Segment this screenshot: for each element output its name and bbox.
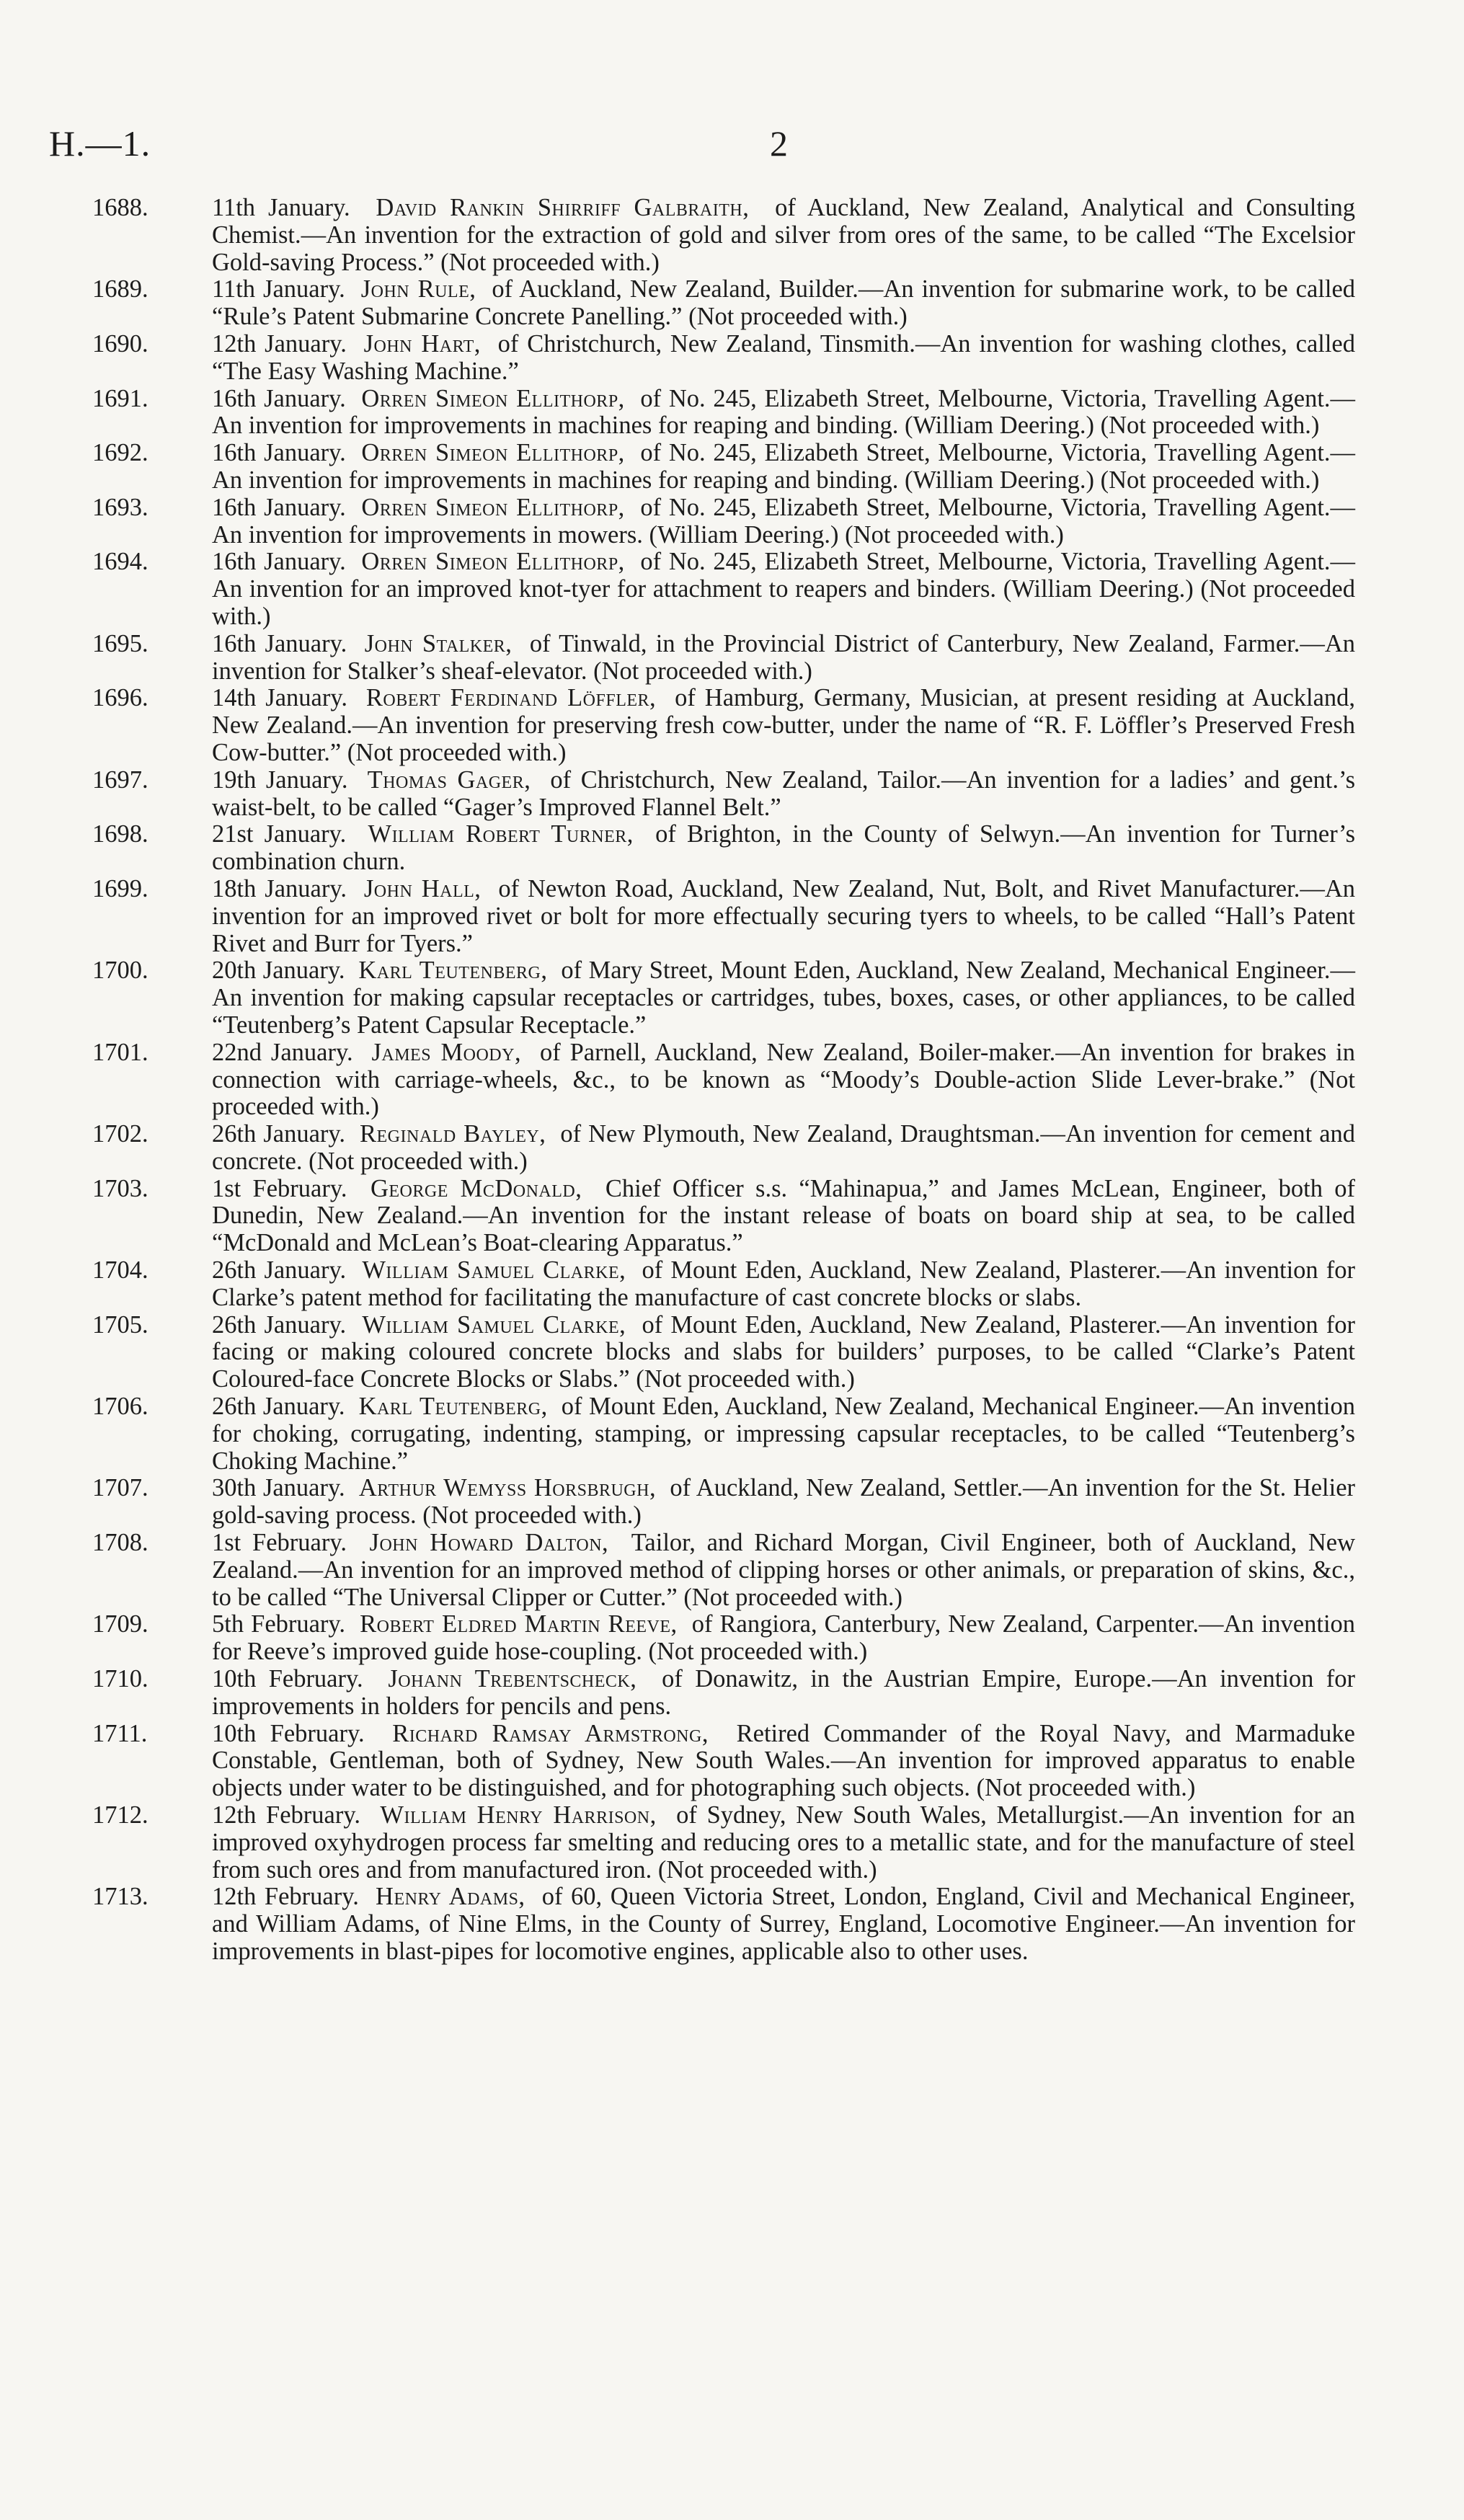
entry-number: 1688. bbox=[92, 194, 148, 221]
patent-entry bbox=[92, 685, 1355, 766]
entry-number: 1709. bbox=[92, 1610, 148, 1638]
entry-date: 11th January. bbox=[212, 194, 350, 221]
entry-number: 1696. bbox=[92, 684, 148, 712]
entry-description: Retired Commander of the Royal Navy, and Marmaduke Constable, Gentleman, both of Sydney, New South Wales.—An invention for improved apparatus to enable objects under water to be distinguished, and for photographing such objects. (Not proceeded with.) bbox=[212, 1719, 1355, 1802]
entry-date: 16th January. bbox=[212, 439, 346, 467]
applicant-name: William Samuel Clarke, bbox=[362, 1310, 626, 1339]
entry-date: 22nd January. bbox=[212, 1038, 353, 1066]
patent-entry bbox=[92, 549, 1355, 630]
entry-number: 1692. bbox=[92, 439, 148, 467]
patent-entry bbox=[92, 1039, 1355, 1121]
patent-entry bbox=[92, 1176, 1355, 1257]
entry-date: 12th January. bbox=[212, 329, 347, 358]
entry-description: of Sydney, New South Wales, Metallurgist.—An invention for an improved oxyhydrogen process far smelting and reducing ores to a metallic state, and for the manufacture of steel from such ores and from manufactured iron. (Not proceeded with.) bbox=[212, 1801, 1356, 1884]
entry-description: of Parnell, Auckland, New Zealand, Boiler-maker.—An invention for brakes in connection with carriage-wheels, &c., to be known as “Moody’s Double-action Slide Lever-brake.” (Not proceeded with.) bbox=[212, 1038, 1356, 1121]
entry-description: of No. 245, Elizabeth Street, Melbourne, Victoria, Travelling Agent.—An invention for improvements in mowers. (William Deering.) (Not proceeded with.) bbox=[212, 493, 1356, 549]
entry-description: of 60, Queen Victoria Street, London, England, Civil and Mechanical Engineer, and William Adams, of Nine Elms, in the County of Surrey, England, Locomotive Engineer.—An invention for improvements in blast-pipes for locomotive engines, applicable also to other uses. bbox=[212, 1883, 1356, 1965]
entry-number: 1700. bbox=[92, 957, 148, 985]
patent-entry bbox=[92, 1884, 1355, 1965]
entry-description: of Rangiora, Canterbury, New Zealand, Carpenter.—An invention for Reeve’s improved guide hose-coupling. (Not proceeded with.) bbox=[212, 1610, 1356, 1666]
entry-number: 1704. bbox=[92, 1256, 148, 1285]
patent-entry bbox=[92, 276, 1355, 331]
applicant-name: Reginald Bayley, bbox=[360, 1120, 546, 1148]
entry-date: 11th January. bbox=[212, 275, 345, 303]
applicant-name: Robert Eldred Martin Reeve, bbox=[360, 1610, 678, 1638]
entry-description: of Auckland, New Zealand, Settler.—An invention for the St. Helier gold-saving process. (Not proceeded with.) bbox=[212, 1474, 1356, 1530]
entry-description: of Donawitz, in the Austrian Empire, Europe.—An invention for improvements in holders for pencils and pens. bbox=[212, 1665, 1355, 1720]
entry-date: 5th February. bbox=[212, 1610, 346, 1638]
entry-description: of Auckland, New Zealand, Analytical and Consulting Chemist.—An invention for the extraction of gold and silver from ores of the same, to be called “The Excelsior Gold-saving Process.” (Not proceeded with.) bbox=[212, 194, 1355, 276]
applicant-name: John Stalker, bbox=[364, 629, 513, 657]
entry-number: 1699. bbox=[92, 874, 148, 902]
patent-entry bbox=[92, 957, 1355, 1039]
entry-description: Tailor, and Richard Morgan, Civil Engineer, both of Auckland, New Zealand.—An invention for an improved method of clipping horses or other animals, or preparation of skins, &c., to be called “The Universal Clipper or Cutter.” (Not proceeded with.) bbox=[212, 1529, 1356, 1611]
patent-entry bbox=[92, 1611, 1355, 1666]
patent-entry bbox=[92, 386, 1355, 440]
applicant-name: William Robert Turner, bbox=[368, 820, 634, 848]
entry-number: 1697. bbox=[92, 766, 148, 794]
patent-entry bbox=[92, 1530, 1355, 1611]
entry-date: 12th February. bbox=[212, 1883, 359, 1911]
entry-date: 16th January. bbox=[212, 384, 346, 412]
applicant-name: Johann Trebentscheck, bbox=[388, 1665, 637, 1693]
entry-number: 1691. bbox=[92, 384, 148, 412]
patent-entry bbox=[92, 821, 1355, 876]
entry-date: 16th January. bbox=[212, 548, 346, 576]
applicant-name: James Moody, bbox=[371, 1038, 522, 1066]
entry-number: 1693. bbox=[92, 493, 148, 521]
applicant-name: William Samuel Clarke, bbox=[362, 1256, 626, 1285]
entry-description: of No. 245, Elizabeth Street, Melbourne, Victoria, Travelling Agent.—An invention for improvements in machines for reaping and binding. (William Deering.) (Not proceeded with.) bbox=[212, 384, 1356, 440]
entry-description: Chief Officer s.s. “Mahinapua,” and James McLean, Engineer, both of Dunedin, New Zealand.—An invention for the instant release of boats on board ship at sea, to be called “McDonald and McLean’s Boat-clearing Apparatus.” bbox=[212, 1174, 1355, 1257]
entry-number: 1705. bbox=[92, 1310, 148, 1339]
entry-number: 1694. bbox=[92, 548, 148, 576]
entry-number: 1711. bbox=[92, 1719, 148, 1747]
entry-date: 26th January. bbox=[212, 1310, 347, 1339]
entry-description: of Christchurch, New Zealand, Tailor.—An invention for a ladies’ and gent.’s waist-belt, to be called “Gager’s Improved Flannel Belt.” bbox=[212, 766, 1356, 821]
entry-number: 1710. bbox=[92, 1665, 148, 1693]
entry-number: 1690. bbox=[92, 329, 148, 358]
applicant-name: Robert Ferdinand Löffler, bbox=[365, 684, 657, 712]
entry-date: 26th January. bbox=[212, 1393, 345, 1421]
applicant-name: Henry Adams, bbox=[376, 1883, 525, 1911]
patent-entry bbox=[92, 876, 1355, 957]
applicant-name: Orren Simeon Ellithorp, bbox=[361, 493, 625, 521]
patent-entry bbox=[92, 494, 1355, 549]
entry-number: 1698. bbox=[92, 820, 148, 848]
patent-entry bbox=[92, 1721, 1355, 1802]
entry-date: 21st January. bbox=[212, 820, 347, 848]
patent-entry bbox=[92, 1257, 1355, 1312]
patent-entry bbox=[92, 1312, 1355, 1393]
entry-description: of No. 245, Elizabeth Street, Melbourne, Victoria, Travelling Agent.—An invention for an improved knot-tyer for attachment to reapers and binders. (William Deering.) (Not proceeded with.) bbox=[212, 548, 1356, 630]
applicant-name: Karl Teutenberg, bbox=[358, 1393, 548, 1421]
applicant-name: William Henry Harrison, bbox=[380, 1801, 657, 1829]
entry-date: 20th January. bbox=[212, 957, 345, 985]
entry-description: of Mount Eden, Auckland, New Zealand, Plasterer.—An invention for facing or making coloured concrete blocks and slabs for builders’ purposes, to be called “Clarke’s Patent Coloured-face Concrete Blocks or Slabs.” (Not proceeded with.) bbox=[212, 1310, 1356, 1393]
entry-description: of Mount Eden, Auckland, New Zealand, Plasterer.—An invention for Clarke’s patent method for facilitating the manufacture of cast concrete blocks or slabs. bbox=[212, 1256, 1356, 1311]
applicant-name: Arthur Wemyss Horsbrugh, bbox=[358, 1474, 657, 1502]
entry-date: 26th January. bbox=[212, 1256, 347, 1285]
entry-description: of New Plymouth, New Zealand, Draughtsman.—An invention for cement and concrete. (Not proceeded with.) bbox=[212, 1120, 1356, 1175]
patent-entry bbox=[92, 195, 1355, 276]
entry-number: 1702. bbox=[92, 1120, 148, 1148]
entry-number: 1703. bbox=[92, 1174, 148, 1202]
patent-entry bbox=[92, 631, 1355, 686]
entry-description: of Mount Eden, Auckland, New Zealand, Mechanical Engineer.—An invention for choking, corrugating, indenting, stamping, or impressing capsular receptacles, to be called “Teutenberg’s Choking Machine.” bbox=[212, 1393, 1355, 1475]
applicant-name: Karl Teutenberg, bbox=[358, 957, 548, 985]
page-header bbox=[49, 123, 1433, 166]
entry-description: of Hamburg, Germany, Musician, at present residing at Auckland, New Zealand.—An invention for preserving fresh cow-butter, under the name of “R. F. Löffler’s Preserved Fresh Cow-butter.” (Not proceeded with.) bbox=[212, 684, 1356, 766]
entry-number: 1708. bbox=[92, 1529, 148, 1557]
patent-entry bbox=[92, 767, 1355, 822]
applicant-name: Richard Ramsay Armstrong, bbox=[392, 1719, 709, 1747]
applicant-name: Orren Simeon Ellithorp, bbox=[361, 384, 625, 412]
entry-description: of Tinwald, in the Provincial District of Canterbury, New Zealand, Farmer.—An invention for Stalker’s sheaf-elevator. (Not proceeded with.) bbox=[212, 629, 1356, 685]
entry-description: of Brighton, in the County of Selwyn.—An invention for Turner’s combination churn. bbox=[212, 820, 1356, 876]
entry-date: 16th January. bbox=[212, 493, 346, 521]
entry-number: 1695. bbox=[92, 629, 148, 657]
entry-date: 19th January. bbox=[212, 766, 348, 794]
applicant-name: George McDonald, bbox=[370, 1174, 582, 1202]
entry-description: of No. 245, Elizabeth Street, Melbourne, Victoria, Travelling Agent.—An invention for improvements in machines for reaping and binding. (William Deering.) (Not proceeded with.) bbox=[212, 439, 1356, 494]
entry-number: 1707. bbox=[92, 1474, 148, 1502]
entry-number: 1713. bbox=[92, 1883, 148, 1911]
entry-number: 1689. bbox=[92, 275, 148, 303]
page-reference: H.—1. bbox=[49, 123, 151, 164]
entry-date: 30th January. bbox=[212, 1474, 345, 1502]
patent-entry bbox=[92, 1666, 1355, 1721]
patent-entry bbox=[92, 1393, 1355, 1475]
entry-number: 1712. bbox=[92, 1801, 148, 1829]
applicant-name: David Rankin Shirriff Galbraith, bbox=[376, 194, 750, 221]
entry-number: 1701. bbox=[92, 1038, 148, 1066]
entry-number: 1706. bbox=[92, 1393, 148, 1421]
patent-entry bbox=[92, 1121, 1355, 1176]
entry-description: of Christchurch, New Zealand, Tinsmith.—An invention for washing clothes, called “The Easy Washing Machine.” bbox=[212, 329, 1355, 385]
patent-entries-list bbox=[92, 195, 1355, 1966]
entry-description: of Mary Street, Mount Eden, Auckland, New Zealand, Mechanical Engineer.—An invention for making capsular receptacles or cartridges, tubes, boxes, cases, or other appliances, to be called “Teutenberg’s Patent Capsular Receptacle.” bbox=[212, 957, 1355, 1039]
applicant-name: John Hart, bbox=[363, 329, 481, 358]
entry-date: 1st February. bbox=[212, 1529, 347, 1557]
entry-date: 10th February. bbox=[212, 1665, 363, 1693]
entry-date: 18th January. bbox=[212, 874, 347, 902]
page-number: 2 bbox=[770, 123, 788, 164]
entry-description: of Newton Road, Auckland, New Zealand, Nut, Bolt, and Rivet Manufacturer.—An invention for an improved rivet or bolt for more effectually securing tyers to wheels, to be called “Hall’s Patent Rivet and Burr for Tyers.” bbox=[212, 874, 1355, 957]
entry-date: 1st February. bbox=[212, 1174, 347, 1202]
patent-entry bbox=[92, 1802, 1355, 1884]
patent-entry bbox=[92, 1475, 1355, 1530]
entry-description: of Auckland, New Zealand, Builder.—An invention for submarine work, to be called “Rule’s Patent Submarine Concrete Panelling.” (Not proceeded with.) bbox=[212, 275, 1356, 331]
entry-date: 26th January. bbox=[212, 1120, 346, 1148]
entry-date: 10th February. bbox=[212, 1719, 365, 1747]
applicant-name: John Rule, bbox=[360, 275, 476, 303]
applicant-name: Orren Simeon Ellithorp, bbox=[361, 548, 625, 576]
applicant-name: Thomas Gager, bbox=[367, 766, 531, 794]
entry-date: 12th February. bbox=[212, 1801, 360, 1829]
entry-date: 16th January. bbox=[212, 629, 347, 657]
applicant-name: Orren Simeon Ellithorp, bbox=[361, 439, 625, 467]
patent-entry bbox=[92, 331, 1355, 386]
entry-date: 14th January. bbox=[212, 684, 347, 712]
applicant-name: John Howard Dalton, bbox=[369, 1529, 609, 1557]
applicant-name: John Hall, bbox=[363, 874, 482, 902]
patent-entry bbox=[92, 440, 1355, 494]
